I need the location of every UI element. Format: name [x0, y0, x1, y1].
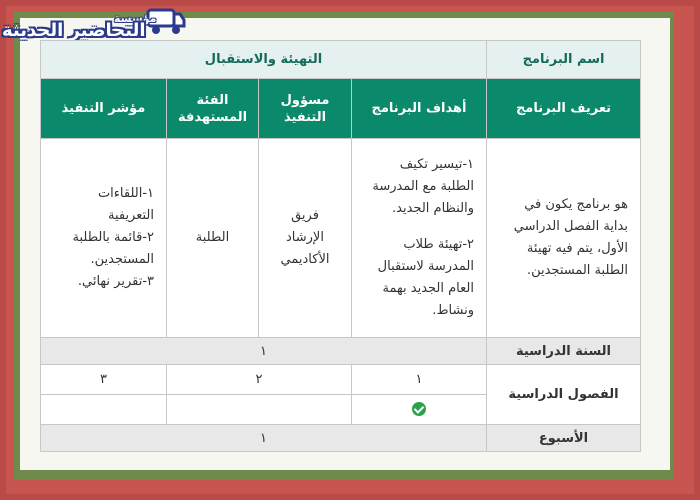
header-responsible: مسؤول التنفيذ [259, 79, 352, 139]
header-target: الفئة المستهدفة [167, 79, 259, 139]
semester-3: ٣ [41, 365, 167, 395]
indicator-3: ٣-تقرير نهائي. [77, 274, 154, 289]
header-definition: تعريف البرنامج [487, 79, 641, 139]
program-table [40, 40, 641, 452]
program-name-value: التهيئة والاستقبال [41, 41, 487, 79]
semester-1: ١ [352, 365, 487, 395]
indicator-cell [41, 139, 167, 338]
year-label: السنة الدراسية [487, 338, 641, 365]
responsible-cell [259, 139, 352, 338]
indicator-2: ٢-قائمة بالطلبة المستجدين. [72, 230, 154, 267]
logo-line1: مؤسسة [114, 12, 157, 25]
target-text: الطلبة [195, 230, 230, 245]
definition-text: هو برنامج يكون في بداية الفصل الدراسي الأول، يتم فيه تهيئة الطلبة المستجدين. [513, 197, 628, 278]
header-indicator: مؤشر التنفيذ [41, 79, 167, 139]
year-value: ١ [41, 338, 487, 365]
semesters-label: الفصول الدراسية [487, 365, 641, 425]
program-name-label: اسم البرنامج [487, 41, 641, 79]
indicator-1: ١-اللقاءات التعريفية [97, 186, 154, 223]
semester-2: ٢ [167, 365, 352, 395]
logo-line2: التحاضير الحديثة [2, 20, 146, 41]
header-goals: أهداف البرنامج [352, 79, 487, 139]
week-label: الأسبوع [487, 425, 641, 452]
definition-cell [487, 139, 641, 338]
responsible-text: فريق الإرشاد الأكاديمي [280, 208, 330, 267]
check-circle-icon [412, 402, 426, 416]
semester-3-check-cell [41, 395, 167, 425]
goal-1: ١-تيسير تكيف الطلبة مع المدرسة والنظام الجديد. [372, 157, 474, 216]
target-cell [167, 139, 259, 338]
semester-2-check-cell [167, 395, 352, 425]
goal-2: ٢-تهيئة طلاب المدرسة لاستقبال العام الجديد بهمة ونشاط. [377, 237, 474, 318]
goals-cell [352, 139, 487, 338]
semester-1-check-cell [352, 395, 487, 425]
week-value: ١ [41, 425, 487, 452]
logo [2, 4, 187, 44]
